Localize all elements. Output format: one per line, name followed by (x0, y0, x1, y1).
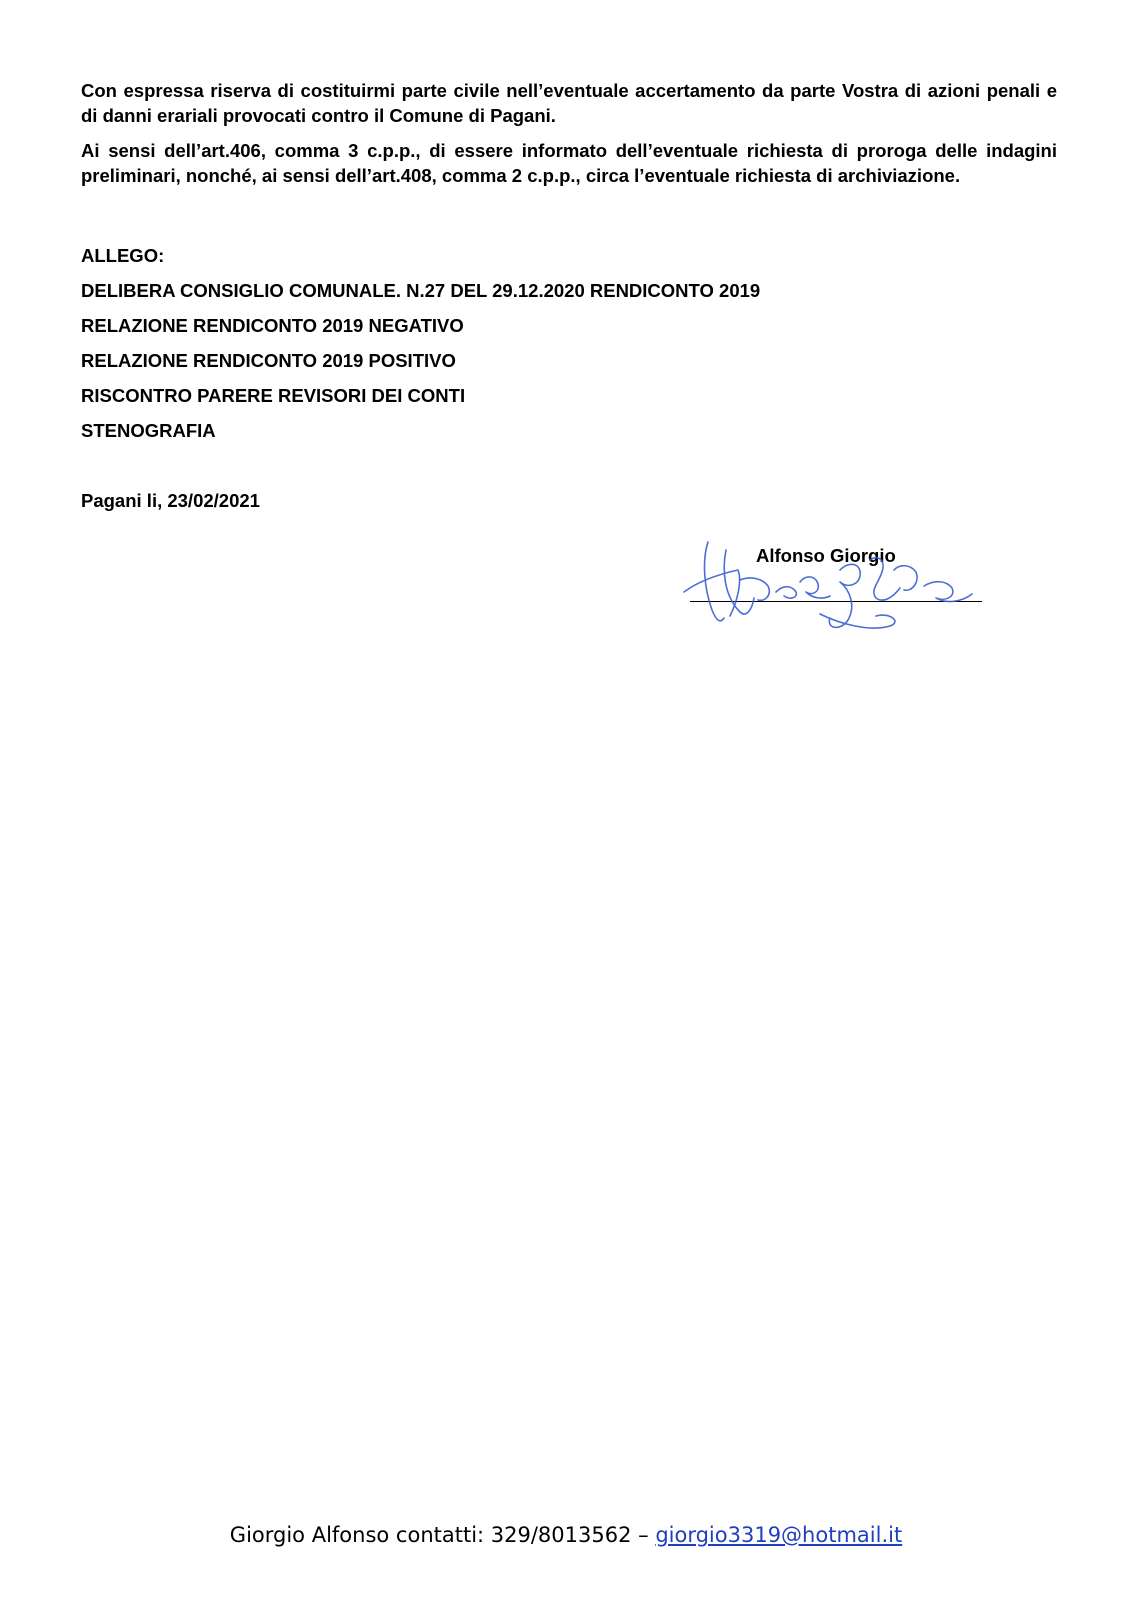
attachments-list (81, 278, 1057, 443)
attachment-item: DELIBERA CONSIGLIO COMUNALE. N.27 DEL 29.12.2020 RENDICONTO 2019 (81, 280, 761, 301)
attachment-item: RELAZIONE RENDICONTO 2019 NEGATIVO (81, 315, 464, 336)
attachment-item: RELAZIONE RENDICONTO 2019 POSITIVO (81, 350, 456, 371)
paragraph-art-406: Ai sensi dell’art.406, comma 3 c.p.p., di essere informato dell’eventuale richiesta di proroga delle indagini preliminari, nonché, ai sensi dell’art.408, comma 2 c.p.p., circa l’eventuale richiesta di archiviazione. (81, 140, 1057, 186)
footer-contacts (0, 1523, 1132, 1547)
footer-email-link[interactable]: giorgio3319@hotmail.it (655, 1523, 903, 1547)
place-date: Pagani li, 23/02/2021 (81, 490, 260, 511)
handwritten-signature (680, 540, 1000, 650)
paragraph-reservation: Con espressa riserva di costituirmi parte civile nell’eventuale accertamento da parte Vostra di azioni penali e di danni erariali provocati contro il Comune di Pagani. (81, 80, 1057, 126)
attachments-heading: ALLEGO: (81, 245, 165, 266)
document-body (81, 78, 1057, 513)
footer-contact-text: Giorgio Alfonso contatti: 329/8013562 – (229, 1523, 656, 1547)
attachment-item: STENOGRAFIA (81, 420, 216, 441)
attachment-item: RISCONTRO PARERE REVISORI DEI CONTI (81, 385, 466, 406)
signer-name: Alfonso Giorgio (756, 545, 896, 566)
